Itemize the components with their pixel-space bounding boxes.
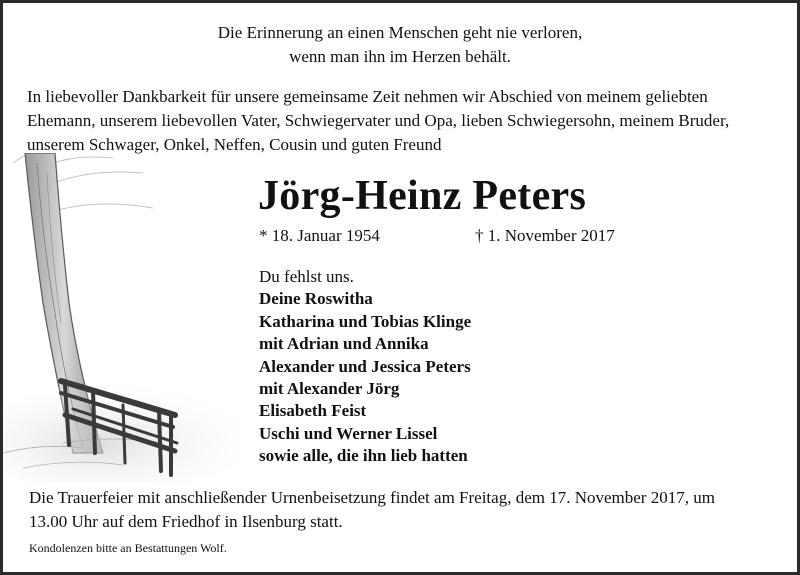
- mourners-greeting: Du fehlst uns.: [259, 267, 354, 286]
- motto: [3, 21, 797, 69]
- tree-and-bench-icon: [3, 153, 243, 483]
- mourner-name: mit Adrian und Annika: [259, 334, 429, 354]
- intro-text: [27, 85, 775, 157]
- motto-line: Die Erinnerung an einen Menschen geht nie verloren,: [217, 23, 583, 42]
- intro-line: Ehemann, unserem liebevollen Vater, Schwiegervater und Opa, lieben Schwiegersohn, meinem Bruder,: [27, 111, 730, 130]
- ceremony-line: 13.00 Uhr auf dem Friedhof in Ilsenburg statt.: [29, 512, 343, 531]
- birth-date: * 18. Januar 1954: [259, 226, 380, 245]
- condolence-note: Kondolenzen bitte an Bestattungen Wolf.: [29, 541, 227, 555]
- mourner-name: Katharina und Tobias Klinge: [259, 311, 472, 331]
- mourner-name: Alexander und Jessica Peters: [259, 356, 471, 376]
- mourner-name: mit Alexander Jörg: [259, 379, 400, 399]
- mourner-name: Deine Roswitha: [259, 289, 373, 309]
- intro-line: unserem Schwager, Onkel, Neffen, Cousin und guten Freund: [27, 135, 442, 154]
- ceremony-line: Die Trauerfeier mit anschließender Urnenbeisetzung findet am Freitag, dem 17. November 2017, um: [29, 488, 715, 507]
- deceased-name: Jörg-Heinz Peters: [258, 173, 587, 219]
- mourner-name: Uschi und Werner Lissel: [259, 423, 438, 443]
- intro-line: In liebevoller Dankbarkeit für unsere gemeinsame Zeit nehmen wir Abschied von meinem geliebten: [27, 87, 708, 106]
- death-date: † 1. November 2017: [475, 226, 615, 245]
- mourners-list: [259, 266, 471, 468]
- mourner-name: Elisabeth Feist: [259, 401, 367, 421]
- ceremony-info: [29, 486, 775, 534]
- motto-line: wenn man ihn im Herzen behält.: [289, 47, 511, 66]
- mourner-name: sowie alle, die ihn lieb hatten: [259, 446, 468, 466]
